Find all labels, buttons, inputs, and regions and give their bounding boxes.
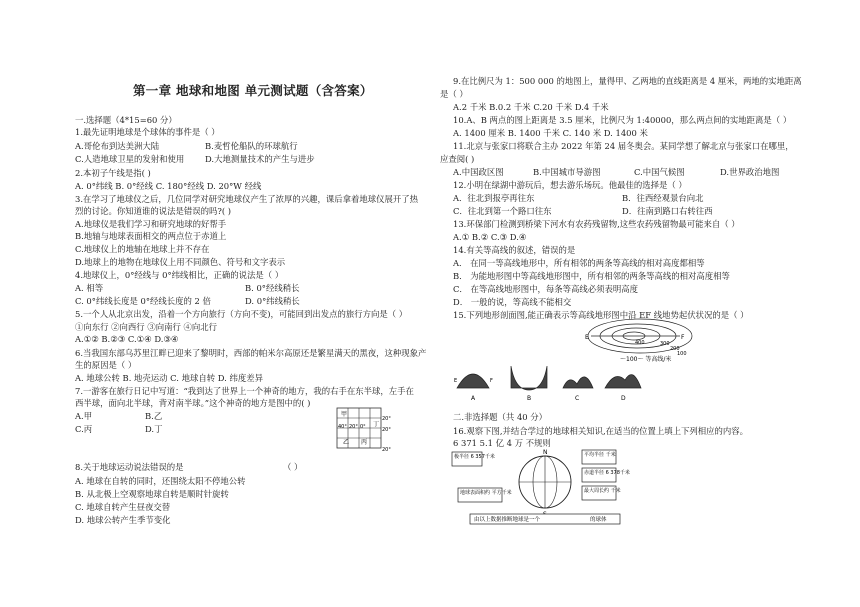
- left-line: D. 地球公转产生季节变化: [75, 515, 171, 525]
- left-line: 烈的讨论。你知道谁的说法是错误的吗?( ): [75, 206, 232, 216]
- right-line: 10.A、B 两点的图上距离是 3.5 厘米，比例尺为 1:40000，那么两点间的实地距离是（ ）: [453, 115, 792, 125]
- right-line: B．往西经观景台向北: [622, 193, 704, 203]
- left-line: 2.本初子午线是指( ): [75, 168, 151, 178]
- q7-lat-label: 20°: [382, 427, 391, 433]
- right-line: 6 371 5.1 亿 4 万 不规则: [453, 438, 551, 448]
- left-line: A.地球仪是我们学习和研究地球的好帮手: [75, 219, 227, 229]
- q7-lon-label: 40°: [338, 424, 347, 430]
- profile-c-label: C: [575, 395, 580, 402]
- right-line: A． 在同一等高线地形中，所有相邻的两条等高线的相对高度都相等: [453, 258, 705, 268]
- left-line: 西半球，面向北半球，背对南半球。”这个神奇的地方是图中的( ): [75, 398, 311, 408]
- contour-label: 300: [660, 341, 670, 347]
- q7-lon-label: 20°: [349, 424, 358, 430]
- left-line: C.丙: [75, 424, 93, 434]
- ef-label-f: F: [681, 334, 685, 341]
- left-line: 6.当我国东部乌苏里江畔已迎来了黎明时，西部的帕米尔高原还是繁星满天的黑夜，这种现象产: [75, 348, 427, 358]
- left-line: A.①② B.②③ C.①④ D.③④: [75, 334, 179, 344]
- right-line: 15.下列地形剖面图,能正确表示等高线地形图中沿 EF 线地势起伏状况的是（ ）: [453, 310, 749, 320]
- q7-lat-label: 20°: [382, 447, 391, 453]
- left-line: A.甲: [75, 411, 93, 421]
- profile-e: E: [454, 378, 458, 384]
- right-line: 9.在比例尺为 1：500 000 的地图上，量得甲、乙两地的直线距离是 4 厘米，两地的实地距离: [453, 76, 802, 86]
- left-line: A.哥伦布到达美洲大陆: [75, 141, 160, 151]
- contour-label: 400: [635, 340, 645, 346]
- left-line: 一.选择题（4*15=60 分）: [75, 115, 177, 125]
- left-line: 7.一游客在旅行日记中写道：“我到达了世界上一个神奇的地方，我的右手在东半球，左手在: [75, 386, 414, 396]
- left-line: A. 地球在自转的同时，还围绕太阳不停地公转: [75, 476, 246, 486]
- q7-point-yi: 乙: [343, 439, 350, 446]
- q7-point-jia: 甲: [341, 411, 348, 418]
- right-line: 14.有关等高线的叙述，错误的是: [453, 245, 576, 255]
- q7-point-bing: 丙: [361, 439, 368, 446]
- contour-label: 200: [670, 346, 680, 352]
- profile-f: F: [490, 378, 493, 384]
- right-line: 是（ ）: [440, 89, 468, 99]
- max-circumference-box: 最大周长约 千米: [584, 488, 621, 494]
- mean-radius-box: 平均半径 千米: [584, 452, 616, 458]
- q15-contour-figure: [455, 318, 705, 408]
- q7-lat-label: 20°: [382, 416, 391, 422]
- page-title: 第一章 地球和地图 单元测试题（含答案）: [133, 83, 373, 98]
- left-line: D.地球上的地物在地球仪上用不同颜色、符号和文字表示: [75, 257, 286, 267]
- left-line: 4.地球仪上，0°经线与 0°纬线相比，正确的说法是（ ）: [75, 270, 284, 280]
- left-line: 8.关于地球运动说法错误的是: [75, 462, 184, 472]
- right-line: A．往北到报亭再往东: [453, 193, 535, 203]
- right-line: C.中国气候图: [634, 167, 685, 177]
- left-line: B.麦哲伦船队的环球航行: [205, 141, 298, 151]
- left-line: A. 相等: [75, 283, 104, 293]
- right-line: C． 在等高线地形图中，每条等高线必须表明高度: [453, 284, 638, 294]
- right-line: D． 一般的说，等高线不能相交: [453, 297, 572, 307]
- contour-legend: 〜100〜 等高线/米: [620, 356, 672, 363]
- left-line: C.人造地球卫星的发射和使用: [75, 154, 185, 164]
- right-line: 11.北京与张家口将联合主办 2022 年第 24 届冬奥会。某同学想了解北京与张家口在哪里，: [453, 141, 794, 151]
- right-line: C．往北到第一个路口往东: [453, 206, 552, 216]
- right-line: A.① B.② C.③ D.④: [453, 232, 527, 242]
- left-line: B. 0°经线稍长: [245, 283, 300, 293]
- left-line: 5.一个人从北京出发，沿着一个方向旅行（方向不变)，可能回到出发点的旅行方向是（ ）: [75, 309, 408, 319]
- right-line: 二.非选择题（共 40 分）: [453, 412, 548, 422]
- right-line: D.世界政治地图: [720, 167, 780, 177]
- right-line: A.中国政区图: [453, 167, 504, 177]
- polar-radius-box: 极半径 6 357千米: [454, 454, 495, 460]
- profile-a-label: A: [471, 395, 476, 402]
- conclusion-text: 由以上数据推断地球是一个: [474, 517, 541, 523]
- right-line: B． 为能地形图中等高线地形图中，所有相邻的两条等高线的相对高度相等: [453, 271, 730, 281]
- contour-label: 100: [677, 351, 687, 357]
- right-line: 应查阅( ): [440, 154, 475, 164]
- left-line: D.大地测量技术的产生与进步: [205, 154, 315, 164]
- left-line: C.地球仪上的地轴在地球上并不存在: [75, 244, 210, 254]
- left-line: A. 地球公转 B. 地壳运动 C. 地球自转 D. 纬度差异: [75, 373, 264, 383]
- q7-lon-label: 0°: [360, 424, 366, 430]
- q7-grid-map: [329, 400, 393, 456]
- north-pole-label: N: [543, 449, 548, 456]
- right-line: 13.环保部门检测到桥梁下河水有农药残留物,这些农药残留物最可能来自（ ）: [453, 219, 740, 229]
- equatorial-radius-box: 赤道半径 6 378千米: [584, 470, 630, 476]
- left-line: D. 0°纬线稍长: [245, 296, 300, 306]
- profile-d-label: D: [621, 395, 626, 402]
- conclusion-tail: 的球体: [590, 517, 607, 523]
- q7-point-ding: 丁: [373, 421, 380, 428]
- left-line: 1.最先证明地球是个球体的事件是（ ）: [75, 127, 220, 137]
- right-line: B.中国城市导游图: [533, 167, 601, 177]
- right-line: D．往南到路口右转往西: [622, 206, 713, 216]
- right-line: A.2 千米 B.0.2 千米 C.20 千米 D.4 千米: [453, 102, 609, 112]
- surface-area-box: 地球表面积约 平方千米: [460, 490, 512, 496]
- left-line: D.丁: [145, 424, 163, 434]
- left-line: B. 从北极上空观察地球自转是顺时针旋转: [75, 489, 229, 499]
- left-line: B.乙: [145, 411, 163, 421]
- q16-earth-diagram: [450, 444, 640, 526]
- left-line: A. 0°纬线 B. 0°经线 C. 180°经线 D. 20°W 经线: [75, 181, 262, 191]
- left-line: 生的原因是（ ）: [75, 360, 137, 370]
- ef-label-e: E: [585, 334, 589, 341]
- left-line: C. 地球自转产生昼夜交替: [75, 502, 171, 512]
- profile-b-label: B: [527, 395, 532, 402]
- left-line: B.地轴与地球表面相交的两点位于赤道上: [75, 231, 227, 241]
- left-line: ①向东行 ②向西行 ③向南行 ④向北行: [75, 322, 217, 332]
- right-line: 12.小明在绿湖中游玩后，想去游乐场玩。他最佳的选择是（ ）: [453, 180, 687, 190]
- right-line: A. 1400 厘米 B. 1400 千米 C. 140 米 D. 1400 米: [453, 128, 648, 138]
- right-line: 16.观察下图,并结合学过的地球相关知识,在适当的位置上填上下列相应的内容。: [453, 426, 749, 436]
- left-line: （ ）: [283, 462, 303, 472]
- left-line: C. 0°纬线长度是 0°经线长度的 2 倍: [75, 296, 211, 306]
- left-line: 3.在学习了地球仪之后，几位同学对研究地球仪产生了浓厚的兴趣，课后拿着地球仪展开了热: [75, 194, 418, 204]
